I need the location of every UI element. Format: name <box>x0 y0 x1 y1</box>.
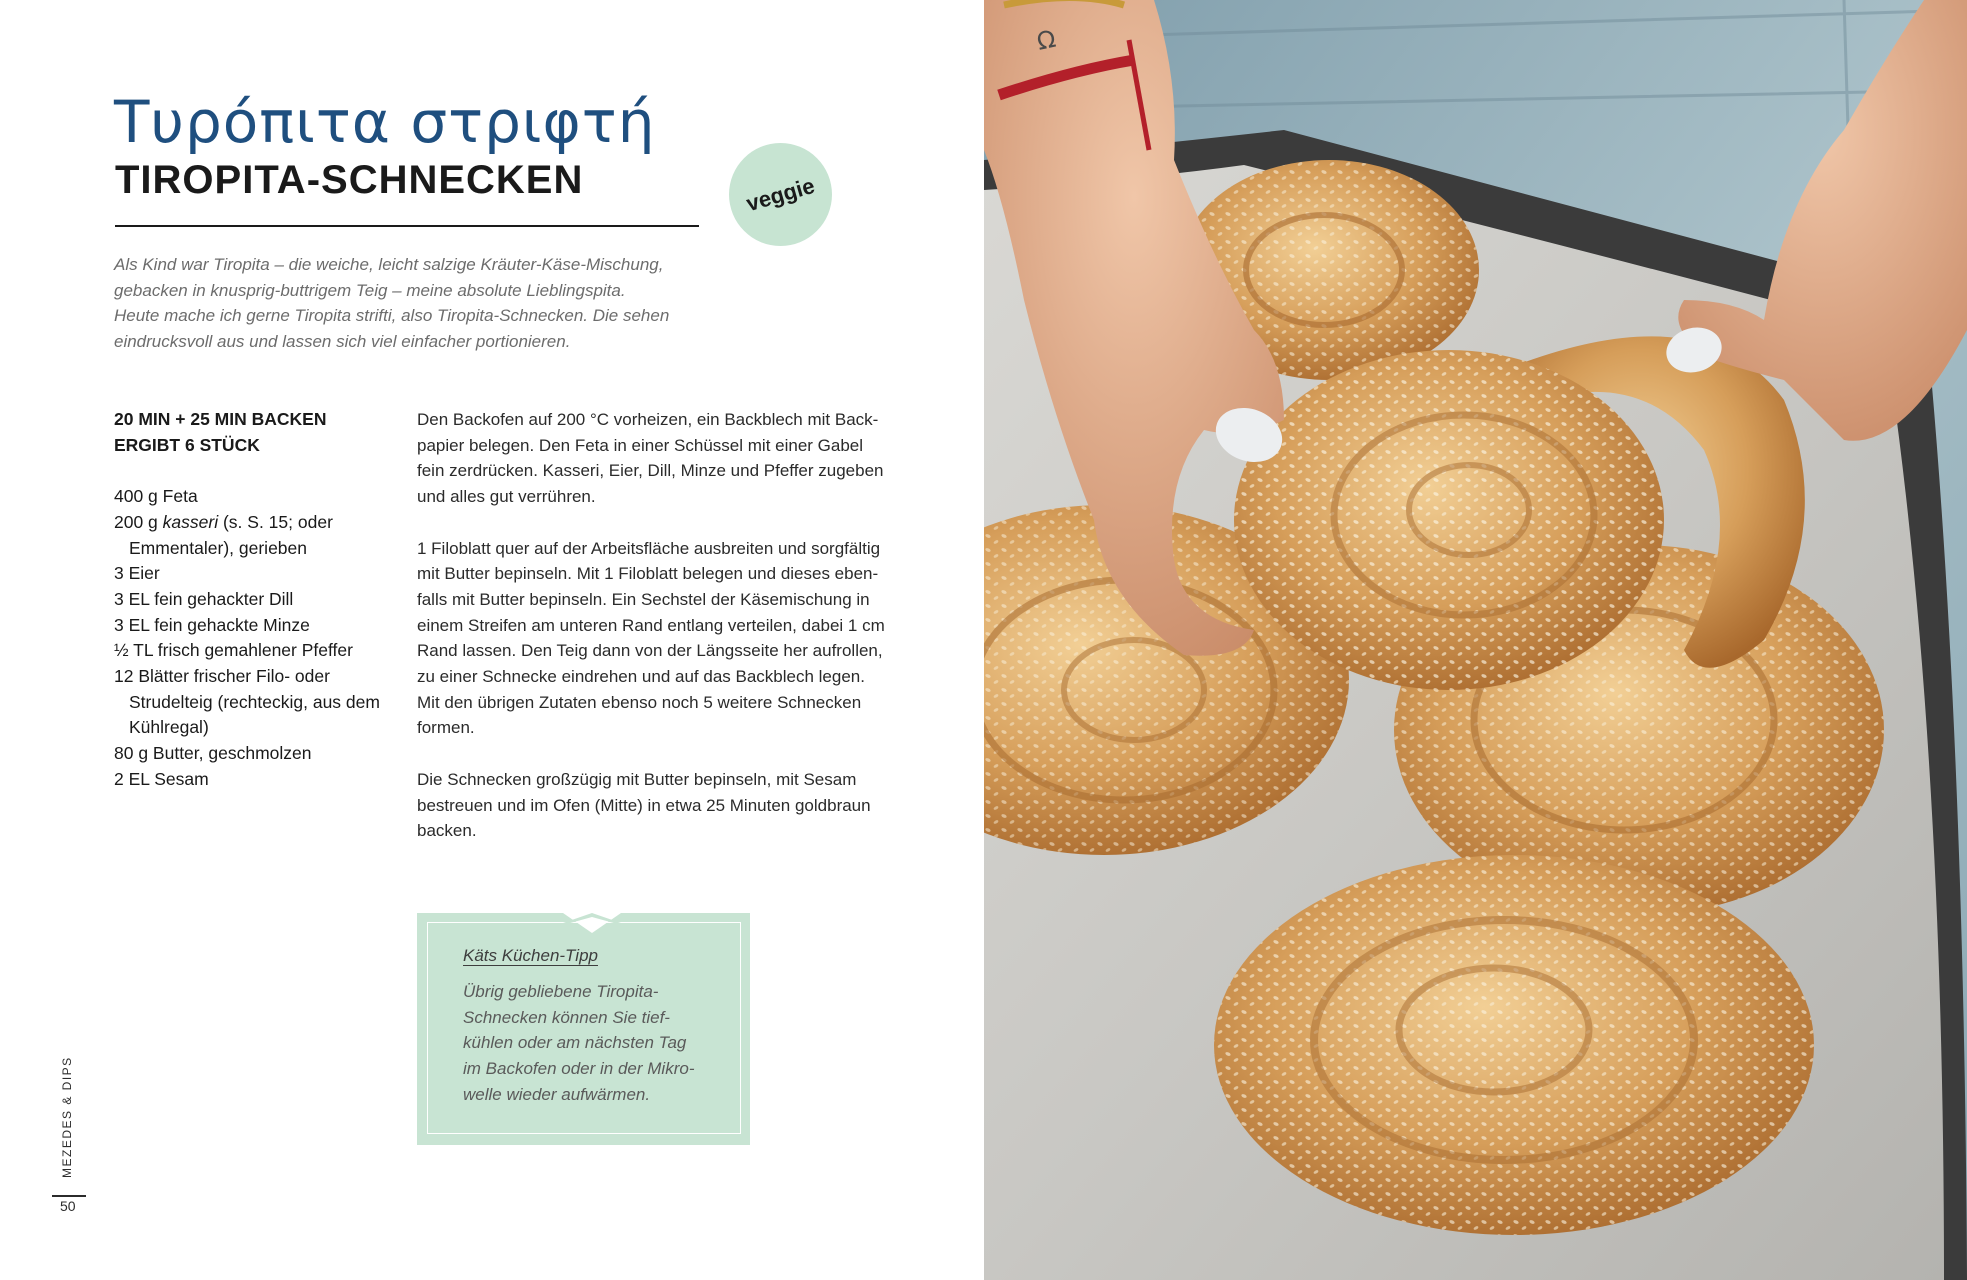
method-line: formen. <box>417 718 475 738</box>
method-line: Den Backofen auf 200 °C vorheizen, ein Backblech mit Back- <box>417 410 879 429</box>
tip-line: welle wieder aufwärmen. <box>463 1084 651 1104</box>
method-line: Mit den übrigen Zutaten ebenso noch 5 weitere Schnecken <box>417 692 862 712</box>
section-label: MEZEDES & DIPS <box>60 1056 74 1178</box>
prep-time: 20 MIN + 25 MIN BACKEN <box>114 409 327 429</box>
tip-line: Schnecken können Sie tief- <box>463 1007 670 1027</box>
photo-page <box>984 0 1967 1280</box>
intro-line: gebacken in knusprig-buttrigem Teig – meine absolute Lieblingspita. <box>114 280 626 300</box>
intro-line: Als Kind war Tiropita – die weiche, leicht salzige Kräuter-Käse-Mischung, <box>114 255 664 274</box>
method-line: 1 Filoblatt quer auf der Arbeitsfläche ausbreiten und sorgfältig <box>417 538 881 558</box>
method-column <box>417 407 907 870</box>
intro-line: Heute mache ich gerne Tiropita strifti, also Tiropita-Schnecken. Die sehen <box>114 306 670 326</box>
title-divider <box>115 225 699 227</box>
ingredient-item: 12 Blätter frischer Filo- oder Strudelteig (rechteckig, aus dem Kühlregal) <box>114 666 380 738</box>
svg-text:Ω: Ω <box>1034 24 1059 56</box>
ingredient-name-italic: kasseri <box>162 511 219 532</box>
method-line: papier belegen. Den Feta in einer Schüssel mit einer Gabel <box>417 435 864 455</box>
recipe-intro <box>114 252 704 354</box>
tiropita-photo <box>984 0 1967 1280</box>
tip-line: kühlen oder am nächsten Tag <box>463 1033 687 1053</box>
ingredient-item <box>114 510 394 561</box>
method-line: fein zerdrücken. Kasseri, Eier, Dill, Minze und Pfeffer zugeben <box>417 461 884 481</box>
kitchen-tip-text <box>463 979 733 1108</box>
tip-line: im Backofen oder in der Mikro- <box>463 1059 695 1079</box>
kitchen-tip-title: Käts Küchen-Tipp <box>463 946 598 965</box>
ingredient-rest: (s. S. 15; oder Emmentaler), gerieben <box>129 511 333 558</box>
method-line: bestreuen und im Ofen (Mitte) in etwa 25 Minuten goldbraun <box>417 795 871 815</box>
method-step-1 <box>417 407 907 510</box>
method-line: Die Schnecken großzügig mit Butter bepinseln, mit Sesam <box>417 769 857 789</box>
ingredient-item: 2 EL Sesam <box>114 768 209 789</box>
ingredient-amount: 200 g <box>114 511 158 532</box>
method-line: einem Streifen am unteren Rand entlang verteilen, dabei 1 cm <box>417 615 885 635</box>
page-number: 50 <box>60 1198 76 1214</box>
method-step-3 <box>417 767 907 844</box>
ingredient-item: 80 g Butter, geschmolzen <box>114 743 312 764</box>
ingredient-item: ½ TL frisch gemahlener Pfeffer <box>114 640 353 661</box>
intro-line: eindrucksvoll aus und lassen sich viel einfacher portionieren. <box>114 331 571 351</box>
ingredient-item: 3 Eier <box>114 563 160 584</box>
method-line: Rand lassen. Den Teig dann von der Längsseite her aufrollen, <box>417 641 883 661</box>
ingredient-item: 3 EL fein gehackte Minze <box>114 614 310 635</box>
method-line: falls mit Butter bepinseln. Ein Sechstel der Käsemischung in <box>417 589 870 609</box>
method-line: backen. <box>417 821 477 841</box>
tip-line: Übrig gebliebene Tiropita- <box>463 982 659 1001</box>
method-step-2 <box>417 536 907 742</box>
ingredient-item: 3 EL fein gehackter Dill <box>114 588 294 609</box>
ingredients-column <box>114 407 394 793</box>
yield: ERGIBT 6 STÜCK <box>114 434 260 455</box>
folio-divider <box>52 1195 86 1197</box>
ingredient-item: 400 g Feta <box>114 486 198 507</box>
recipe-title: TIROPITA-SCHNECKEN <box>115 158 584 202</box>
veggie-badge-label: veggie <box>743 172 818 216</box>
ingredient-list <box>114 484 394 792</box>
method-line: zu einer Schnecke eindrehen und auf das Backblech legen. <box>417 667 865 687</box>
greek-recipe-title: Τυρόπιτα στριφτή <box>114 88 656 156</box>
method-line: mit Butter bepinseln. Mit 1 Filoblatt belegen und dieses eben- <box>417 564 879 584</box>
tip-notch-icon <box>563 913 621 935</box>
method-line: und alles gut verrühren. <box>417 487 596 507</box>
veggie-badge <box>729 143 832 246</box>
